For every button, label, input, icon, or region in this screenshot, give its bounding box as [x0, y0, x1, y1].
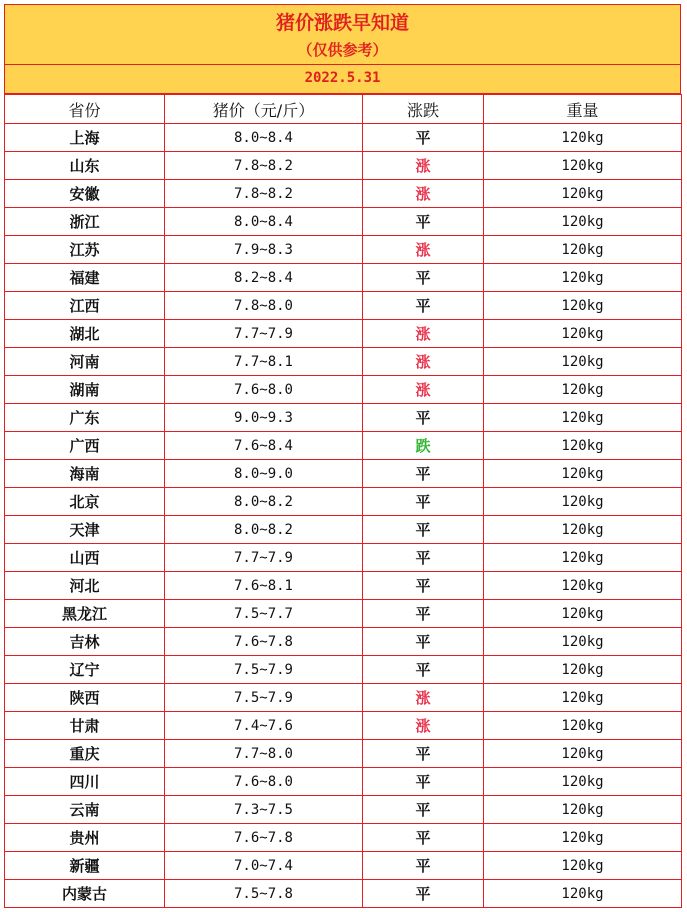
page-title: 猪价涨跌早知道 — [275, 12, 409, 34]
price-cell: 7.6~7.8 — [165, 824, 363, 852]
province-cell: 吉林 — [5, 628, 165, 656]
price-cell: 7.7~7.9 — [165, 544, 363, 572]
weight-cell: 120kg — [484, 432, 682, 460]
price-cell: 7.6~8.0 — [165, 376, 363, 404]
price-cell: 7.0~7.4 — [165, 852, 363, 880]
table-row — [5, 516, 682, 544]
trend-cell: 平 — [363, 852, 484, 880]
province-cell: 江西 — [5, 292, 165, 320]
price-cell: 8.0~8.2 — [165, 516, 363, 544]
weight-cell: 120kg — [484, 768, 682, 796]
table-row — [5, 488, 682, 516]
table-row — [5, 880, 682, 908]
trend-cell: 平 — [363, 656, 484, 684]
price-cell: 7.5~7.9 — [165, 656, 363, 684]
price-cell: 8.0~8.4 — [165, 124, 363, 152]
province-cell: 云南 — [5, 796, 165, 824]
price-cell: 7.6~8.1 — [165, 572, 363, 600]
trend-cell: 平 — [363, 768, 484, 796]
trend-cell: 平 — [363, 488, 484, 516]
price-cell: 8.0~9.0 — [165, 460, 363, 488]
table-row — [5, 348, 682, 376]
table-row — [5, 264, 682, 292]
weight-cell: 120kg — [484, 656, 682, 684]
weight-cell: 120kg — [484, 236, 682, 264]
table-row — [5, 600, 682, 628]
price-cell: 7.5~7.9 — [165, 684, 363, 712]
column-header-trend: 涨跌 — [363, 95, 484, 124]
weight-cell: 120kg — [484, 152, 682, 180]
price-cell: 7.7~8.0 — [165, 740, 363, 768]
trend-cell: 平 — [363, 292, 484, 320]
table-row — [5, 852, 682, 880]
title-banner — [4, 4, 681, 65]
table-row — [5, 824, 682, 852]
table-row — [5, 376, 682, 404]
table-row — [5, 684, 682, 712]
province-cell: 贵州 — [5, 824, 165, 852]
weight-cell: 120kg — [484, 684, 682, 712]
province-cell: 新疆 — [5, 852, 165, 880]
table-header-row — [5, 95, 682, 124]
trend-cell: 涨 — [363, 236, 484, 264]
price-cell: 7.5~7.8 — [165, 880, 363, 908]
table-row — [5, 124, 682, 152]
weight-cell: 120kg — [484, 628, 682, 656]
trend-cell: 涨 — [363, 152, 484, 180]
weight-cell: 120kg — [484, 404, 682, 432]
weight-cell: 120kg — [484, 600, 682, 628]
table-row — [5, 656, 682, 684]
column-header-weight: 重量 — [484, 95, 682, 124]
date-banner — [4, 65, 681, 94]
column-header-province: 省份 — [5, 95, 165, 124]
trend-cell: 跌 — [363, 432, 484, 460]
province-cell: 福建 — [5, 264, 165, 292]
price-cell: 8.2~8.4 — [165, 264, 363, 292]
trend-cell: 涨 — [363, 684, 484, 712]
trend-cell: 涨 — [363, 348, 484, 376]
price-cell: 7.6~8.0 — [165, 768, 363, 796]
province-cell: 海南 — [5, 460, 165, 488]
price-cell: 7.8~8.0 — [165, 292, 363, 320]
column-header-price: 猪价（元/斤） — [165, 95, 363, 124]
weight-cell: 120kg — [484, 880, 682, 908]
weight-cell: 120kg — [484, 348, 682, 376]
trend-cell: 平 — [363, 460, 484, 488]
table-row — [5, 768, 682, 796]
province-cell: 广西 — [5, 432, 165, 460]
weight-cell: 120kg — [484, 516, 682, 544]
weight-cell: 120kg — [484, 544, 682, 572]
table-row — [5, 292, 682, 320]
price-cell: 8.0~8.2 — [165, 488, 363, 516]
weight-cell: 120kg — [484, 824, 682, 852]
table-row — [5, 152, 682, 180]
table-row — [5, 180, 682, 208]
trend-cell: 涨 — [363, 712, 484, 740]
table-row — [5, 208, 682, 236]
table-row — [5, 320, 682, 348]
weight-cell: 120kg — [484, 292, 682, 320]
trend-cell: 平 — [363, 208, 484, 236]
table-row — [5, 432, 682, 460]
table-row — [5, 404, 682, 432]
province-cell: 湖南 — [5, 376, 165, 404]
province-cell: 陕西 — [5, 684, 165, 712]
price-cell: 7.6~8.4 — [165, 432, 363, 460]
trend-cell: 平 — [363, 824, 484, 852]
price-cell: 7.5~7.7 — [165, 600, 363, 628]
weight-cell: 120kg — [484, 712, 682, 740]
trend-cell: 涨 — [363, 376, 484, 404]
weight-cell: 120kg — [484, 124, 682, 152]
trend-cell: 平 — [363, 404, 484, 432]
province-cell: 内蒙古 — [5, 880, 165, 908]
trend-cell: 平 — [363, 796, 484, 824]
trend-cell: 平 — [363, 880, 484, 908]
table-row — [5, 628, 682, 656]
province-cell: 甘肃 — [5, 712, 165, 740]
page-subtitle: （仅供参考） — [297, 41, 388, 59]
province-cell: 湖北 — [5, 320, 165, 348]
table-row — [5, 236, 682, 264]
price-cell: 7.7~8.1 — [165, 348, 363, 376]
trend-cell: 涨 — [363, 180, 484, 208]
report-date: 2022.5.31 — [304, 70, 381, 86]
province-cell: 重庆 — [5, 740, 165, 768]
weight-cell: 120kg — [484, 460, 682, 488]
weight-cell: 120kg — [484, 740, 682, 768]
weight-cell: 120kg — [484, 180, 682, 208]
province-cell: 浙江 — [5, 208, 165, 236]
price-cell: 7.8~8.2 — [165, 152, 363, 180]
price-cell: 8.0~8.4 — [165, 208, 363, 236]
province-cell: 山西 — [5, 544, 165, 572]
province-cell: 山东 — [5, 152, 165, 180]
weight-cell: 120kg — [484, 376, 682, 404]
trend-cell: 平 — [363, 572, 484, 600]
trend-cell: 平 — [363, 516, 484, 544]
weight-cell: 120kg — [484, 264, 682, 292]
weight-cell: 120kg — [484, 488, 682, 516]
province-cell: 河北 — [5, 572, 165, 600]
price-cell: 7.9~8.3 — [165, 236, 363, 264]
province-cell: 广东 — [5, 404, 165, 432]
price-cell: 7.4~7.6 — [165, 712, 363, 740]
price-table — [4, 94, 682, 908]
weight-cell: 120kg — [484, 852, 682, 880]
price-cell: 9.0~9.3 — [165, 404, 363, 432]
province-cell: 江苏 — [5, 236, 165, 264]
table-row — [5, 460, 682, 488]
table-row — [5, 572, 682, 600]
trend-cell: 涨 — [363, 320, 484, 348]
trend-cell: 平 — [363, 124, 484, 152]
province-cell: 安徽 — [5, 180, 165, 208]
price-report — [4, 4, 681, 908]
province-cell: 辽宁 — [5, 656, 165, 684]
province-cell: 天津 — [5, 516, 165, 544]
weight-cell: 120kg — [484, 320, 682, 348]
price-cell: 7.6~7.8 — [165, 628, 363, 656]
price-cell: 7.7~7.9 — [165, 320, 363, 348]
table-row — [5, 740, 682, 768]
trend-cell: 平 — [363, 740, 484, 768]
province-cell: 北京 — [5, 488, 165, 516]
trend-cell: 平 — [363, 628, 484, 656]
weight-cell: 120kg — [484, 572, 682, 600]
price-cell: 7.3~7.5 — [165, 796, 363, 824]
province-cell: 黑龙江 — [5, 600, 165, 628]
weight-cell: 120kg — [484, 796, 682, 824]
table-row — [5, 796, 682, 824]
table-row — [5, 712, 682, 740]
province-cell: 四川 — [5, 768, 165, 796]
price-cell: 7.8~8.2 — [165, 180, 363, 208]
trend-cell: 平 — [363, 544, 484, 572]
table-row — [5, 544, 682, 572]
trend-cell: 平 — [363, 600, 484, 628]
province-cell: 河南 — [5, 348, 165, 376]
trend-cell: 平 — [363, 264, 484, 292]
weight-cell: 120kg — [484, 208, 682, 236]
province-cell: 上海 — [5, 124, 165, 152]
